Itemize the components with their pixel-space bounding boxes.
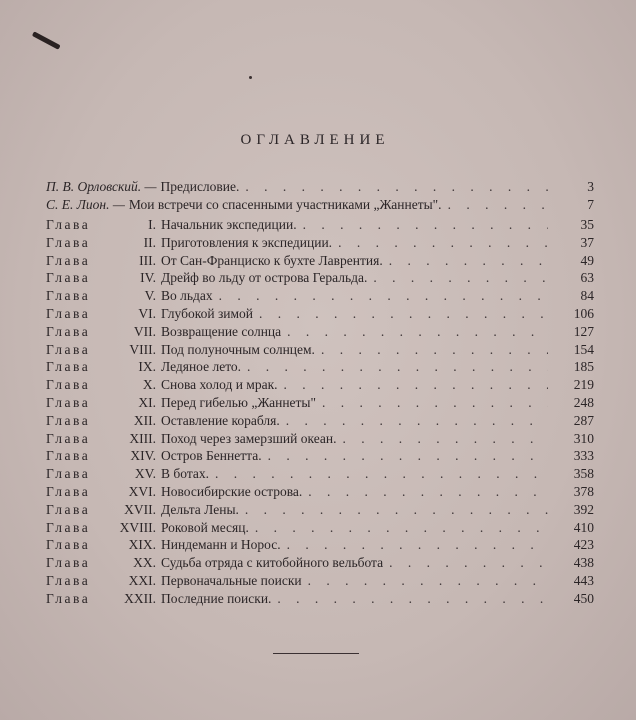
dot-leader	[247, 358, 548, 375]
chapter-label: Глава	[46, 412, 91, 428]
dot-leader	[259, 305, 548, 322]
entry-page: 35	[580, 217, 594, 232]
toc-entry-chapter	[46, 252, 594, 269]
dot-leader	[255, 519, 548, 536]
toc-entry-chapter	[46, 394, 594, 411]
entry-page: 423	[573, 537, 594, 553]
entry-title: Во льдах	[161, 288, 213, 304]
chapter-label: Глава	[46, 501, 91, 517]
chapter-number: VIII.	[129, 341, 156, 357]
dot-leader	[287, 323, 548, 340]
chapter-label: Глава	[46, 288, 91, 304]
dot-leader	[342, 430, 548, 447]
dot-leader	[373, 269, 548, 286]
chapter-label: Глава	[46, 306, 91, 321]
entry-author: П. В. Орловский. —	[46, 179, 157, 194]
entry-page: 438	[573, 555, 594, 571]
entry-page: 333	[573, 448, 594, 464]
chapter-label: Глава	[46, 234, 91, 250]
chapter-number: IV.	[140, 270, 156, 286]
chapter-number: X.	[142, 377, 156, 393]
entry-title: Приготовления к экспедиции.	[161, 234, 333, 250]
chapter-label: Глава	[46, 555, 91, 571]
entry-title: Последние поиски.	[161, 590, 272, 606]
dot-leader	[277, 590, 548, 607]
dot-leader	[321, 341, 548, 358]
entry-page: 378	[573, 484, 594, 499]
chapter-label: Глава	[46, 270, 91, 286]
chapter-label: Глава	[46, 573, 91, 588]
toc-entry-chapter	[46, 590, 594, 607]
chapter-number: XV.	[134, 466, 156, 482]
chapter-number: XII.	[133, 412, 156, 428]
entry-title: От Сан-Франциско к бухте Лаврентия.	[161, 252, 383, 268]
entry-page: 49	[580, 252, 594, 268]
entry-page: 154	[573, 341, 594, 357]
dot-leader	[389, 252, 548, 269]
chapter-number: XX.	[133, 555, 156, 571]
chapter-number: XI.	[138, 395, 156, 410]
ink-mark	[32, 31, 61, 49]
chapter-label: Глава	[46, 252, 91, 268]
chapter-label: Глава	[46, 590, 91, 606]
chapter-number: XIV.	[130, 448, 156, 464]
dot-leader	[215, 465, 548, 482]
dot-leader	[284, 376, 548, 393]
dot-leader	[338, 234, 548, 251]
entry-title: Мои встречи со спасенными участниками „Жаннеты".	[128, 197, 442, 212]
entry-title: Под полуночным солнцем.	[161, 341, 315, 357]
dot-leader	[287, 536, 548, 553]
dot-leader	[268, 447, 548, 464]
toc-entry-chapter	[46, 412, 594, 429]
dot-leader	[308, 483, 548, 500]
entry-title: Ледяное лето.	[161, 359, 242, 375]
toc-entry-chapter	[46, 572, 594, 589]
toc-entry-chapter	[46, 305, 594, 322]
toc-entry-chapter	[46, 269, 594, 286]
chapter-label: Глава	[46, 484, 91, 499]
toc-entry-chapter	[46, 483, 594, 500]
toc-entry-chapter	[46, 536, 594, 553]
chapter-label: Глава	[46, 395, 91, 410]
chapter-number: XVII.	[124, 501, 156, 517]
page-title: ОГЛАВЛЕНИЕ	[240, 132, 390, 148]
toc-entry-chapter	[46, 341, 594, 358]
toc-entry-chapter	[46, 501, 594, 518]
toc-entry-chapter	[46, 216, 594, 233]
toc-entry-chapter	[46, 465, 594, 482]
entry-title: Возвращение солнца	[161, 323, 282, 339]
chapter-number: V.	[144, 288, 156, 304]
chapter-number: XXII.	[124, 590, 156, 606]
entry-title: Оставление корабля.	[161, 412, 280, 428]
toc-entry-chapter	[46, 358, 594, 375]
entry-title: В ботах.	[161, 466, 210, 482]
chapter-number: XXI.	[128, 573, 156, 588]
chapter-label: Глава	[46, 323, 91, 339]
entry-title: Ниндеманн и Норос.	[161, 537, 281, 553]
entry-title: Поход через замерзший океан.	[161, 430, 337, 446]
toc-entry-chapter	[46, 447, 594, 464]
chapter-label: Глава	[46, 519, 91, 535]
entry-page: 287	[573, 412, 594, 428]
entry-title: Глубокой зимой	[161, 306, 254, 321]
entry-author: С. Е. Лион. —	[46, 197, 125, 212]
entry-title: Перед гибелью „Жаннеты"	[161, 395, 317, 410]
entry-page: 310	[573, 430, 594, 446]
divider	[273, 653, 359, 654]
chapter-number: XVIII.	[119, 519, 156, 535]
entry-page: 410	[573, 519, 594, 535]
entry-title: Дельта Лены.	[161, 501, 239, 517]
chapter-label: Глава	[46, 377, 91, 393]
chapter-label: Глава	[46, 359, 91, 375]
entry-page: 7	[587, 197, 594, 212]
entry-title: Роковой месяц.	[161, 519, 249, 535]
dot-leader	[322, 394, 548, 411]
entry-page: 185	[573, 359, 594, 375]
toc-entry-chapter	[46, 519, 594, 536]
chapter-label: Глава	[46, 430, 91, 446]
chapter-number: XIX.	[128, 537, 156, 553]
toc-entry-chapter	[46, 430, 594, 447]
entry-page: 450	[573, 590, 594, 606]
toc-entry-front	[46, 196, 594, 213]
entry-title: Остров Беннетта.	[161, 448, 262, 464]
chapter-number: II.	[143, 234, 156, 250]
entry-page: 84	[580, 288, 594, 304]
entry-page: 63	[580, 270, 594, 286]
entry-page: 106	[573, 306, 594, 321]
dot-leader	[308, 572, 548, 589]
chapter-number: VII.	[133, 323, 156, 339]
paper-speck	[249, 76, 252, 79]
toc-entry-chapter	[46, 287, 594, 304]
chapter-number: VI.	[138, 306, 156, 321]
dot-leader	[448, 196, 548, 213]
entry-page: 443	[573, 573, 594, 588]
entry-page: 127	[573, 323, 594, 339]
entry-page: 392	[573, 501, 594, 517]
chapter-label: Глава	[46, 217, 91, 232]
chapter-label: Глава	[46, 537, 91, 553]
entry-page: 3	[587, 179, 594, 194]
entry-title: Дрейф во льду от острова Геральда.	[161, 270, 368, 286]
chapter-number: XVI.	[128, 484, 156, 499]
dot-leader	[389, 554, 548, 571]
chapter-number: I.	[148, 217, 156, 232]
dot-leader	[245, 501, 548, 518]
dot-leader	[219, 287, 548, 304]
entry-title: Предисловие.	[160, 179, 240, 194]
entry-title: Снова холод и мрак.	[161, 377, 278, 393]
chapter-number: III.	[139, 252, 156, 268]
entry-page: 358	[573, 466, 594, 482]
dot-leader	[245, 178, 548, 195]
toc-entry-chapter	[46, 376, 594, 393]
entry-title: Новосибирские острова.	[161, 484, 303, 499]
chapter-label: Глава	[46, 341, 91, 357]
entry-title: Первоначальные поиски	[161, 573, 302, 588]
toc-entry-chapter	[46, 554, 594, 571]
chapter-number: XIII.	[129, 430, 156, 446]
chapter-label: Глава	[46, 466, 91, 482]
toc-entry-chapter	[46, 323, 594, 340]
chapter-label: Глава	[46, 448, 91, 464]
entry-page: 248	[573, 395, 594, 410]
entry-title: Судьба отряда с китобойного вельбота	[161, 555, 384, 571]
toc-entry-chapter	[46, 234, 594, 251]
dot-leader	[286, 412, 548, 429]
entry-page: 219	[573, 377, 594, 393]
entry-title: Начальник экспедиции.	[161, 217, 297, 232]
toc-entry-front	[46, 178, 594, 195]
chapter-number: IX.	[138, 359, 156, 375]
dot-leader	[303, 216, 548, 233]
entry-page: 37	[580, 234, 594, 250]
